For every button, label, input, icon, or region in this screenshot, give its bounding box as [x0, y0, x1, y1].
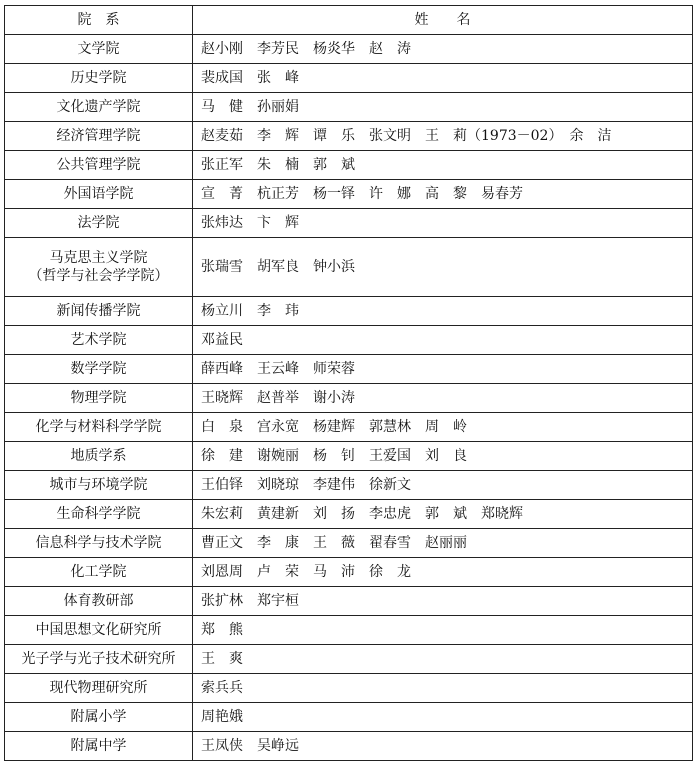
department-cell: 数学学院: [5, 355, 193, 384]
table-row: [5, 471, 693, 500]
header-department: 院 系: [5, 6, 193, 35]
names-cell: 王凤侠 吴峥远: [193, 732, 693, 761]
table-row: [5, 732, 693, 761]
department-cell: 外国语学院: [5, 180, 193, 209]
names-cell: 白 泉 宫永宽 杨建辉 郭慧林 周 岭: [193, 413, 693, 442]
names-cell: 裴成国 张 峰: [193, 64, 693, 93]
names-cell: 邓益民: [193, 326, 693, 355]
names-cell: 曹正文 李 康 王 薇 翟春雪 赵丽丽: [193, 529, 693, 558]
names-cell: 马 健 孙丽娟: [193, 93, 693, 122]
department-cell: 附属小学: [5, 703, 193, 732]
names-cell: 王 爽: [193, 645, 693, 674]
names-cell: 赵麦茹 李 辉 谭 乐 张文明 王 莉（1973－02） 余 洁: [193, 122, 693, 151]
table-row: [5, 64, 693, 93]
award-list-table: [4, 5, 693, 761]
names-cell: 宣 菁 杭正芳 杨一铎 许 娜 高 黎 易春芳: [193, 180, 693, 209]
table-row: [5, 645, 693, 674]
table-row: [5, 413, 693, 442]
department-name: 马克思主义学院: [49, 250, 148, 266]
table-row: [5, 587, 693, 616]
department-subtitle: （哲学与社会学学院）: [28, 268, 169, 284]
names-cell: 杨立川 李 玮: [193, 297, 693, 326]
names-cell: 索兵兵: [193, 674, 693, 703]
department-cell: 文学院: [5, 35, 193, 64]
department-cell: 地质学系: [5, 442, 193, 471]
table-row: [5, 238, 693, 297]
names-cell: 王伯铎 刘晓琼 李建伟 徐新文: [193, 471, 693, 500]
table-row: [5, 297, 693, 326]
names-cell: 王晓辉 赵普举 谢小涛: [193, 384, 693, 413]
names-cell: 朱宏莉 黄建新 刘 扬 李忠虎 郭 斌 郑晓辉: [193, 500, 693, 529]
table-row: [5, 703, 693, 732]
department-cell: 艺术学院: [5, 326, 193, 355]
department-cell: 文化遗产学院: [5, 93, 193, 122]
department-cell: 中国思想文化研究所: [5, 616, 193, 645]
table-row: [5, 355, 693, 384]
department-cell: 公共管理学院: [5, 151, 193, 180]
names-cell: 张正军 朱 楠 郭 斌: [193, 151, 693, 180]
table-row: [5, 151, 693, 180]
names-cell: 张扩林 郑宇桓: [193, 587, 693, 616]
department-cell: 现代物理研究所: [5, 674, 193, 703]
names-cell: 周艳娥: [193, 703, 693, 732]
table-row: [5, 529, 693, 558]
department-cell: 城市与环境学院: [5, 471, 193, 500]
names-cell: 徐 建 谢婉丽 杨 钊 王爱国 刘 良: [193, 442, 693, 471]
table-row: [5, 674, 693, 703]
department-cell: [5, 238, 193, 297]
department-cell: 生命科学学院: [5, 500, 193, 529]
table-row: [5, 558, 693, 587]
department-cell: 物理学院: [5, 384, 193, 413]
names-cell: 刘恩周 卢 荣 马 沛 徐 龙: [193, 558, 693, 587]
department-cell: 化学与材料科学学院: [5, 413, 193, 442]
department-cell: 法学院: [5, 209, 193, 238]
table-row: [5, 209, 693, 238]
table-row: [5, 326, 693, 355]
names-cell: 张炜达 卞 辉: [193, 209, 693, 238]
table-row: [5, 180, 693, 209]
department-cell: 体育教研部: [5, 587, 193, 616]
table-row: [5, 93, 693, 122]
department-cell: 光子学与光子技术研究所: [5, 645, 193, 674]
table-header-row: [5, 6, 693, 35]
department-cell: 化工学院: [5, 558, 193, 587]
department-cell: 附属中学: [5, 732, 193, 761]
department-cell: 历史学院: [5, 64, 193, 93]
names-cell: 张瑞雪 胡军良 钟小浜: [193, 238, 693, 297]
names-cell: 郑 熊: [193, 616, 693, 645]
header-names: 姓 名: [193, 6, 693, 35]
table-row: [5, 500, 693, 529]
table-row: [5, 35, 693, 64]
table-row: [5, 616, 693, 645]
department-cell: 经济管理学院: [5, 122, 193, 151]
table-row: [5, 122, 693, 151]
department-cell: 信息科学与技术学院: [5, 529, 193, 558]
names-cell: 薛西峰 王云峰 师荣蓉: [193, 355, 693, 384]
table-row: [5, 384, 693, 413]
table-row: [5, 442, 693, 471]
names-cell: 赵小刚 李芳民 杨炎华 赵 涛: [193, 35, 693, 64]
department-cell: 新闻传播学院: [5, 297, 193, 326]
